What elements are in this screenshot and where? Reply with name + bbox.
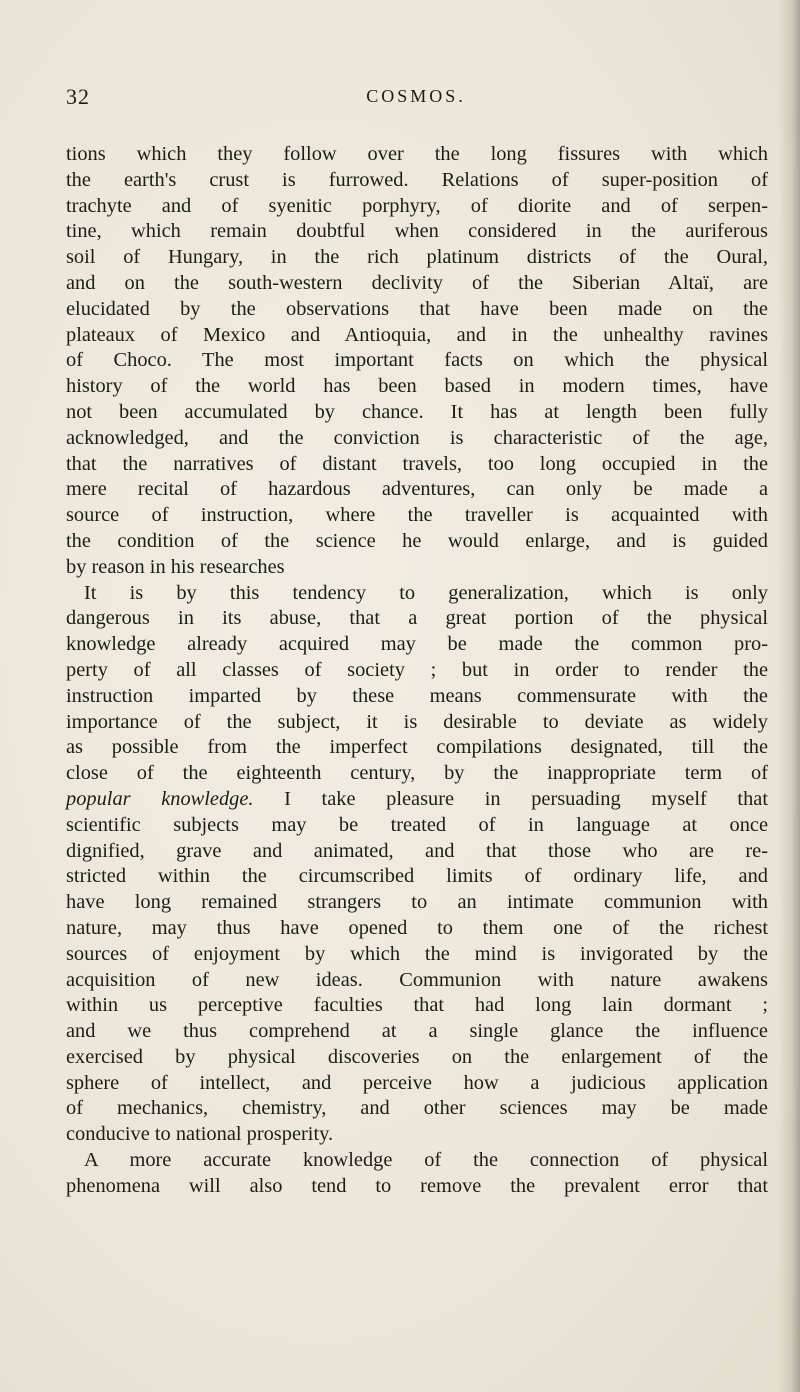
text-line: plateaux of Mexico and Antioquia, and in the unhealthy ravines [66, 323, 768, 346]
text-line: that the narratives of distant travels, too long occupied in the [66, 452, 768, 475]
text-line: by reason in his researches [66, 555, 285, 578]
text-line: nature, may thus have opened to them one of the richest [66, 916, 768, 939]
text-line: scientific subjects may be treated of in language at once [66, 813, 768, 836]
page-number: 32 [66, 84, 90, 109]
running-head: COSMOS. [366, 86, 466, 106]
text-line: sources of enjoyment by which the mind is invigorated by the [66, 942, 768, 965]
text-line: dignified, grave and animated, and that those who are re- [66, 839, 768, 862]
text-line: instruction imparted by these means commensurate with the [66, 684, 768, 707]
paragraph-start-line: It is by this tendency to generalization, which is only [84, 581, 768, 604]
text-line: source of instruction, where the traveller is acquainted with [66, 504, 768, 527]
text-line: importance of the subject, it is desirable to deviate as widely [66, 710, 768, 733]
text-line: perty of all classes of society ; but in order to render the [66, 658, 768, 681]
text-line: of mechanics, chemistry, and other sciences may be made [66, 1097, 768, 1120]
text-line: the earth's crust is furrowed. Relations of super-position of [66, 168, 768, 191]
text-line: acknowledged, and the conviction is characteristic of the age, [66, 426, 768, 449]
text-line: tine, which remain doubtful when considered in the auriferous [66, 220, 768, 243]
text-line: acquisition of new ideas. Communion with nature awakens [66, 968, 768, 991]
text-line: stricted within the circumscribed limits of ordinary life, and [66, 865, 768, 888]
text-line: trachyte and of syenitic porphyry, of diorite and of serpen- [66, 194, 768, 217]
italic-term: popular knowledge. [66, 787, 254, 810]
text-line: sphere of intellect, and perceive how a judicious application [66, 1071, 768, 1094]
text-line: as possible from the imperfect compilations designated, till the [66, 736, 768, 759]
text-line-mixed [66, 787, 768, 813]
text-line: close of the eighteenth century, by the inappropriate term of [66, 762, 768, 785]
text-line: the condition of the science he would enlarge, and is guided [66, 529, 768, 552]
text-line: elucidated by the observations that have been made on the [66, 297, 768, 320]
text-line: and on the south-western declivity of the Siberian Altaï, are [66, 271, 768, 294]
text-line: exercised by physical discoveries on the enlargement of the [66, 1045, 768, 1068]
text-line: knowledge already acquired may be made the common pro- [66, 633, 768, 656]
text-line: and we thus comprehend at a single glance the influence [66, 1020, 768, 1043]
text-line: soil of Hungary, in the rich platinum districts of the Oural, [66, 246, 768, 269]
text-line: tions which they follow over the long fissures with which [66, 143, 768, 165]
text-line: conducive to national prosperity. [66, 1123, 334, 1146]
page-edge-shadow [778, 0, 800, 1392]
text-line: within us perceptive faculties that had long lain dormant ; [66, 994, 768, 1017]
text-line: have long remained strangers to an intimate communion with [66, 891, 768, 914]
paragraph-start-line: A more accurate knowledge of the connection of physical [84, 1149, 768, 1172]
text-line: not been accumulated by chance. It has at length been fully [66, 400, 768, 423]
text-span: I take pleasure in persuading myself that [284, 787, 768, 810]
text-line: dangerous in its abuse, that a great portion of the physical [66, 607, 768, 630]
page-header [66, 84, 766, 114]
body-text [66, 142, 768, 1200]
text-line: phenomena will also tend to remove the prevalent error that [66, 1174, 768, 1197]
text-line: mere recital of hazardous adventures, can only be made a [66, 478, 768, 501]
text-line: history of the world has been based in modern times, have [66, 375, 768, 398]
text-line: of Choco. The most important facts on which the physical [66, 349, 768, 372]
